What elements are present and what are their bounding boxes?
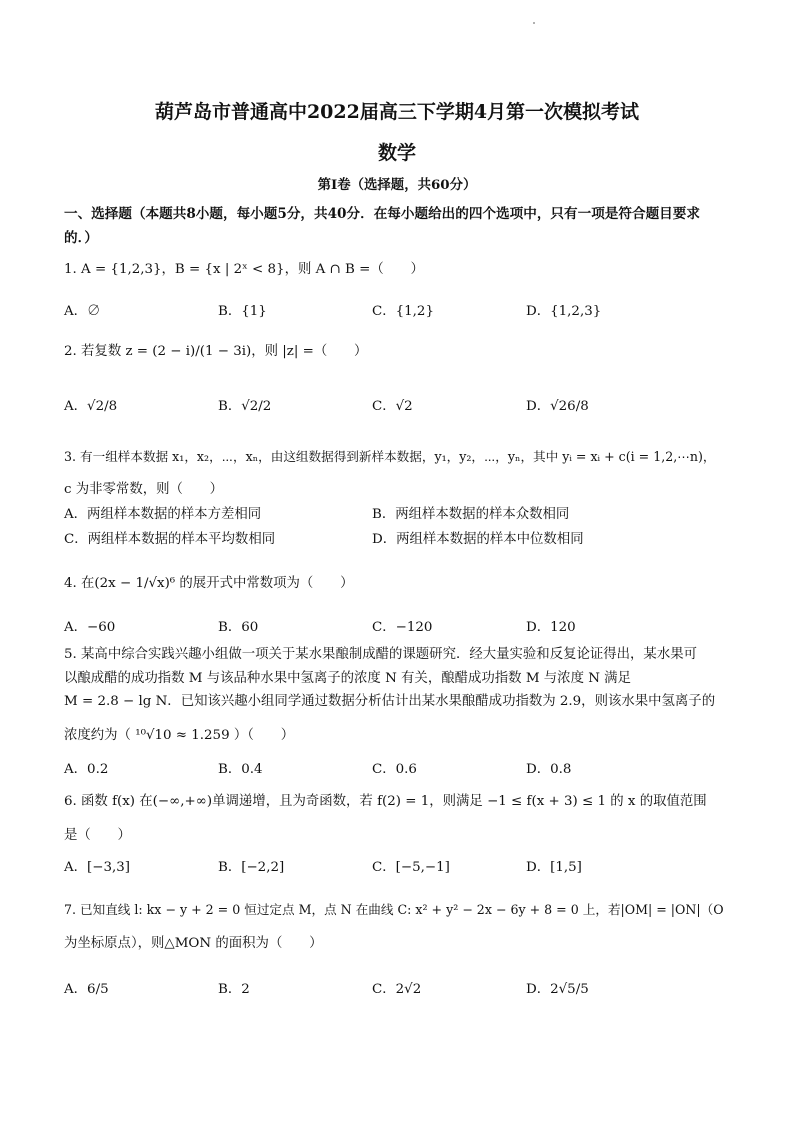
question-6-option-a[interactable]: A．[−3,3] xyxy=(64,860,131,875)
section-instructions-line-2: 的．） xyxy=(64,230,98,246)
question-5-option-b[interactable]: B．0.4 xyxy=(218,762,263,777)
question-6-stem-line-1: 6. 函数 f(x) 在(−∞,+∞)单调递增，且为奇函数，若 f(2) = 1，则满足 −1 ≤ f(x + 3) ≤ 1 的 x 的取值范围 xyxy=(64,794,707,809)
question-2-option-a[interactable]: A．√2/8 xyxy=(64,399,118,414)
question-1-option-a[interactable]: A．∅ xyxy=(64,304,101,319)
exam-subject: 数学 xyxy=(377,142,416,164)
question-5-stem-line-4: 浓度约为（ ¹⁰√10 ≈ 1.259 ）（ ） xyxy=(64,728,295,743)
question-7-stem-line-2: 为坐标原点），则△MON 的面积为（ ） xyxy=(64,936,323,951)
exam-title: 葫芦岛市普通高中2022届高三下学期4月第一次模拟考试 xyxy=(154,101,640,123)
question-5-stem-line-3: M = 2.8 − lg N．已知该兴趣小组同学通过数据分析估计出某水果酿醋成功指数为 2.9，则该水果中氢离子的 xyxy=(64,694,716,709)
question-3-stem-line-1: 3. 有一组样本数据 x₁，x₂，⋯，xₙ，由这组数据得到新样本数据，y₁，y₂，⋯，yₙ，其中 yᵢ = xᵢ + c(i = 1,2,⋯n)， xyxy=(64,449,716,464)
question-5-stem-line-1: 5. 某高中综合实践兴趣小组做一项关于某水果酿制成醋的课题研究．经大量实验和反复论证得出，某水果可 xyxy=(64,647,697,662)
question-1-option-c[interactable]: C．{1,2} xyxy=(372,304,434,319)
question-7-stem-line-1: 7. 已知直线 l: kx − y + 2 = 0 恒过定点 M，点 N 在曲线 C: x² + y² − 2x − 6y + 8 = 0 上，若|OM| = |ON|（O xyxy=(64,902,724,917)
question-5-option-d[interactable]: D．0.8 xyxy=(526,762,572,777)
question-1-stem: 1. A = {1,2,3}，B = {x | 2ˣ < 8}，则 A ∩ B =（ ） xyxy=(64,262,424,277)
question-6-option-b[interactable]: B．[−2,2] xyxy=(218,860,285,875)
question-3-stem-line-2: c 为非零常数，则（ ） xyxy=(64,482,224,497)
page-speck xyxy=(533,22,535,24)
question-7-option-a[interactable]: A．6/5 xyxy=(64,982,109,997)
section-instructions-line-1: 一、选择题（本题共8小题，每小题5分，共40分．在每小题给出的四个选项中，只有一项是符合题目要求 xyxy=(64,206,700,222)
question-6-stem-line-2: 是（ ） xyxy=(64,828,131,843)
question-3-option-a[interactable]: A．两组样本数据的样本方差相同 xyxy=(64,507,262,522)
question-2-option-b[interactable]: B．√2/2 xyxy=(218,399,272,414)
question-2-option-d[interactable]: D．√26/8 xyxy=(526,399,589,414)
question-2-option-c[interactable]: C．√2 xyxy=(372,399,413,414)
question-7-option-c[interactable]: C．2√2 xyxy=(372,982,422,997)
question-2-stem: 2. 若复数 z = (2 − i)/(1 − 3i)，则 |z| =（ ） xyxy=(64,344,368,359)
question-4-option-b[interactable]: B．60 xyxy=(218,620,259,635)
question-4-option-c[interactable]: C．−120 xyxy=(372,620,433,635)
question-1-option-d[interactable]: D．{1,2,3} xyxy=(526,304,602,319)
question-5-stem-line-2: 以酿成醋的成功指数 M 与该品种水果中氢离子的浓度 N 有关，酿醋成功指数 M 与浓度 N 满足 xyxy=(64,671,631,686)
question-4-option-a[interactable]: A．−60 xyxy=(64,620,116,635)
volume-heading: 第Ⅰ卷（选择题，共60分） xyxy=(317,177,477,193)
question-4-option-d[interactable]: D．120 xyxy=(526,620,576,635)
question-6-option-d[interactable]: D．[1,5] xyxy=(526,860,582,875)
question-6-option-c[interactable]: C．[−5,−1] xyxy=(372,860,450,875)
question-7-option-d[interactable]: D．2√5/5 xyxy=(526,982,589,997)
question-3-option-b[interactable]: B．两组样本数据的样本众数相同 xyxy=(372,507,570,522)
question-5-option-a[interactable]: A．0.2 xyxy=(64,762,109,777)
question-5-option-c[interactable]: C．0.6 xyxy=(372,762,417,777)
question-3-option-d[interactable]: D．两组样本数据的样本中位数相同 xyxy=(372,532,584,547)
question-3-option-c[interactable]: C．两组样本数据的样本平均数相同 xyxy=(64,532,276,547)
question-1-option-b[interactable]: B．{1} xyxy=(218,304,267,319)
question-7-option-b[interactable]: B．2 xyxy=(218,982,250,997)
question-4-stem: 4. 在(2x − 1/√x)⁶ 的展开式中常数项为（ ） xyxy=(64,576,354,591)
